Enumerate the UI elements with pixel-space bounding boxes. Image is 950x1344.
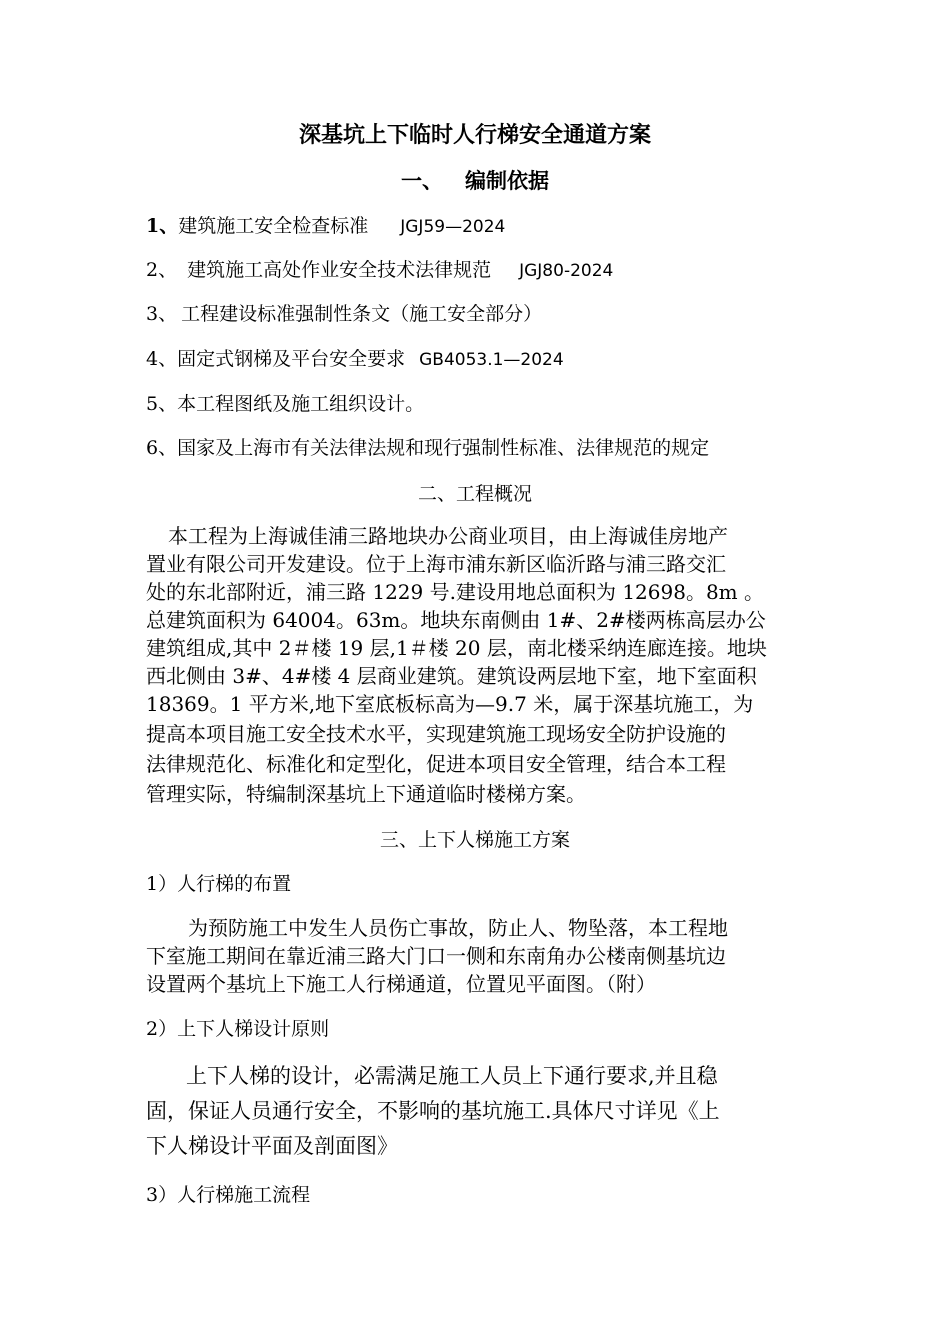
paragraph-line: 本工程为上海诚佳浦三路地块办公商业项目，由上海诚佳房地产 [168,524,728,548]
basis-number: 6、 [146,437,178,459]
paragraph-line: 上下人梯的设计，必需满足施工人员上下通行要求,并且稳 [186,1064,718,1088]
paragraph-line: 为预防施工中发生人员伤亡事故，防止人、物坠落，本工程地 [188,916,728,940]
document-title: 深基坑上下临时人行梯安全通道方案 [298,123,651,148]
paragraph-line: 总建筑面积为 64004。63m。地块东南侧由 1#、2#楼两栋高层办公 [146,608,766,632]
paragraph-line: 18369。1 平方米,地下室底板标高为—9.7 米，属于深基坑施工，为 [146,692,754,716]
paragraph-line: 处的东北部附近，浦三路 1229 号.建设用地总面积为 12698。8m 。 [146,580,764,604]
section-label: 编制依据 [465,169,549,193]
basis-number: 1、 [146,215,179,237]
subheading-design-principle: 2）上下人梯设计原则 [146,1018,330,1040]
basis-code: JGJ80-2024 [519,261,614,281]
section-heading-plan: 三、上下人梯施工方案 [379,829,570,851]
basis-text: 国家及上海市有关法律法规和现行强制性标准、法律规范的规定 [177,437,710,459]
paragraph-line: 置业有限公司开发建设。位于上海市浦东新区临沂路与浦三路交汇 [146,552,726,576]
basis-item-2 [146,256,613,285]
basis-text: 工程建设标准强制性条文（施工安全部分） [181,303,543,325]
paragraph-line: 管理实际，特编制深基坑上下通道临时楼梯方案。 [146,782,586,806]
subheading-construction-flow: 3）人行梯施工流程 [146,1184,311,1206]
paragraph-line: 提高本项目施工安全技术水平，实现建筑施工现场安全防护设施的 [146,722,726,746]
section-heading-overview: 二、工程概况 [417,483,532,505]
basis-code: GB4053.1—2024 [419,350,564,370]
basis-item-1 [146,212,505,241]
basis-code: JGJ59—2024 [400,217,506,237]
basis-number: 5、 [146,393,178,415]
paragraph-line: 建筑组成,其中 2＃楼 19 层,1＃楼 20 层，南北楼采纳连廊连接。地块 [146,636,767,660]
basis-item-5 [146,390,424,418]
basis-text: 本工程图纸及施工组织设计。 [177,393,425,415]
subheading-layout: 1）人行梯的布置 [146,873,292,895]
basis-text: 固定式钢梯及平台安全要求 [177,348,406,370]
paragraph-line: 法律规范化、标准化和定型化，促进本项目安全管理，结合本工程 [146,752,726,776]
basis-item-6 [146,434,709,462]
paragraph-line: 西北侧由 3#、4#楼 4 层商业建筑。建筑设两层地下室，地下室面积 [146,664,757,688]
basis-text: 建筑施工高处作业安全技术法律规范 [187,259,492,281]
basis-number: 2、 [146,259,178,281]
paragraph-line: 下室施工期间在靠近浦三路大门口一侧和东南角办公楼南侧基坑边 [146,944,726,968]
basis-item-4 [146,345,564,374]
basis-text: 建筑施工安全检查标准 [178,215,369,237]
section-heading-basis [0,167,950,195]
basis-number: 3、 [146,303,178,325]
basis-item-3 [146,300,542,328]
section-number: 一、 [401,169,443,193]
paragraph-line: 设置两个基坑上下施工人行梯通道，位置见平面图。（附） [146,972,656,996]
basis-number: 4、 [146,348,178,370]
paragraph-line: 固，保证人员通行安全，不影响的基坑施工.具体尺寸详见《上 [146,1099,720,1123]
paragraph-line: 下人梯设计平面及剖面图》 [146,1134,398,1158]
